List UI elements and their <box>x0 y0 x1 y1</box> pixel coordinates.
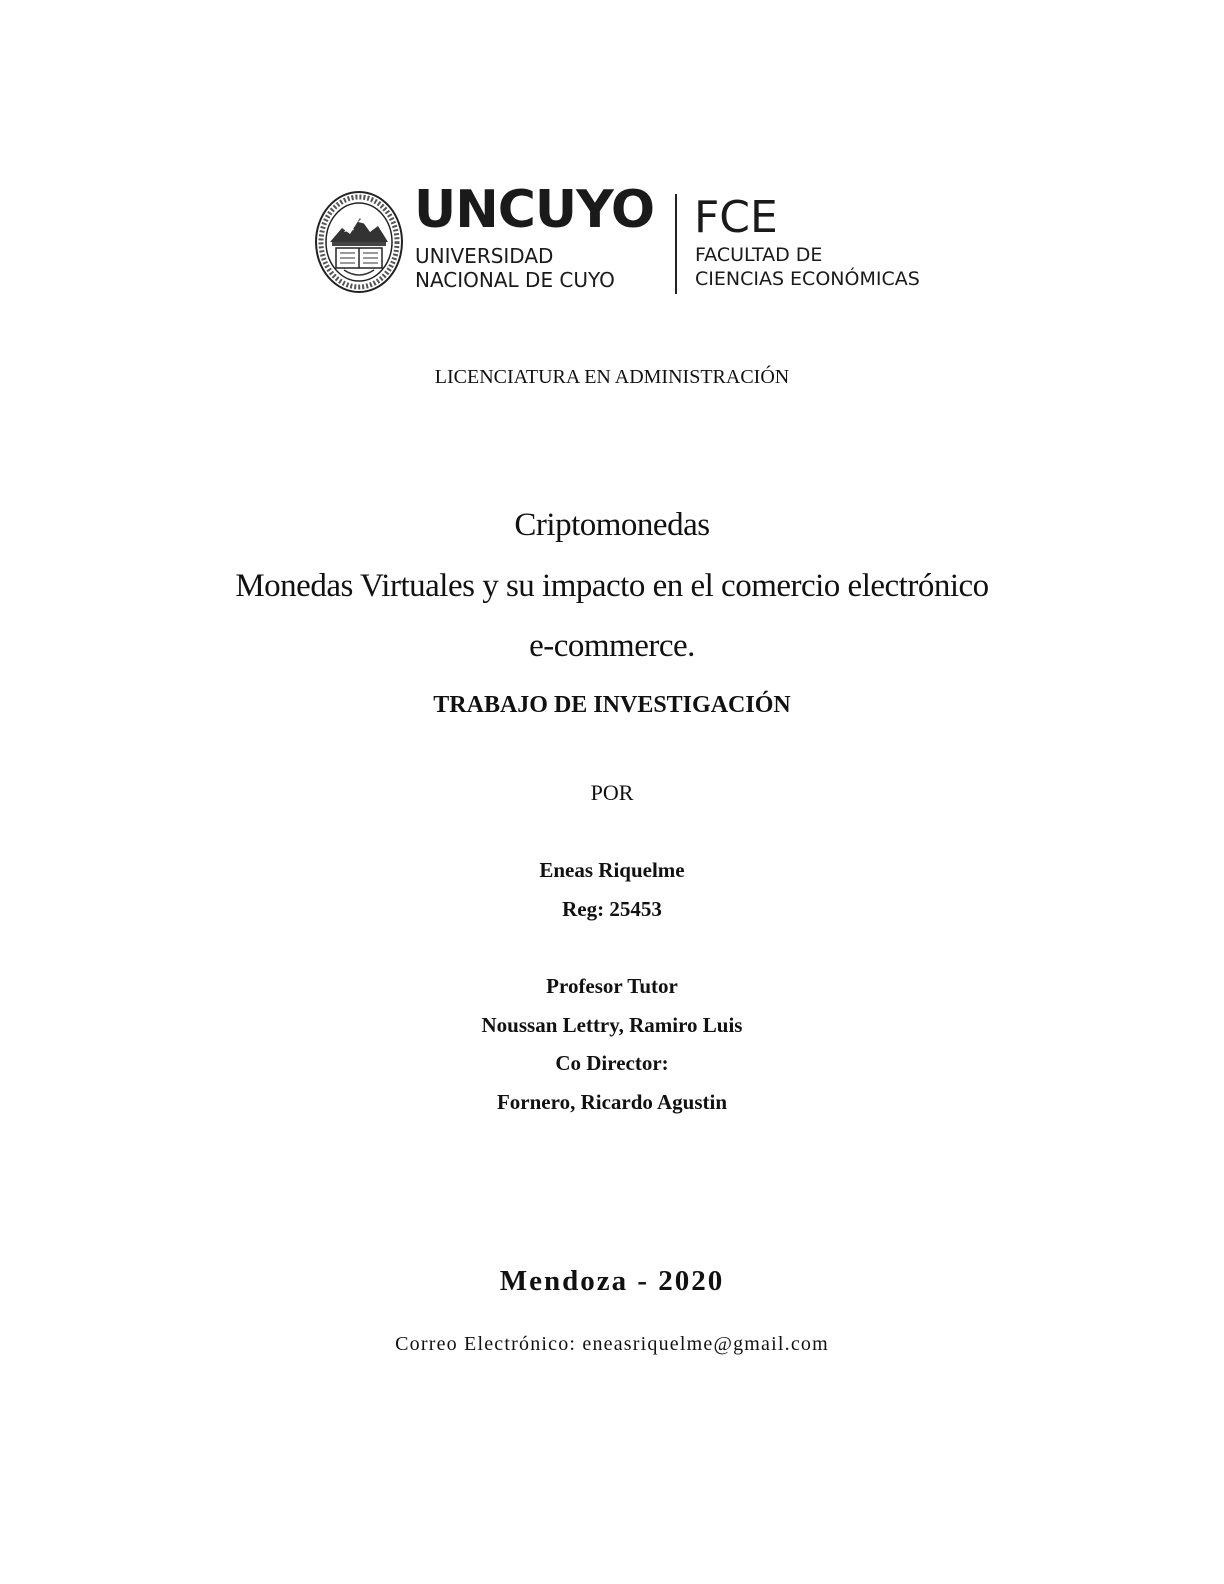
university-seal-icon <box>314 190 404 294</box>
author-registration: Reg: 25453 <box>562 897 662 921</box>
contact-email: Correo Electrónico: eneasriquelme@gmail.com <box>395 1333 829 1355</box>
logo-faculty-line-1: FACULTAD DE <box>695 244 823 266</box>
logo-faculty-line-2: CIENCIAS ECONÓMICAS <box>695 268 920 290</box>
document-title: Criptomonedas <box>514 507 710 543</box>
tutor-name: Noussan Lettry, Ramiro Luis <box>481 1013 743 1037</box>
by-label: POR <box>590 780 634 805</box>
document-subtitle-2: e-commerce. <box>529 628 695 664</box>
author-name: Eneas Riquelme <box>539 858 685 882</box>
logo-brand-text: UNCUYO <box>414 180 655 240</box>
work-type: TRABAJO DE INVESTIGACIÓN <box>433 692 791 718</box>
codirector-label: Co Director: <box>555 1051 669 1075</box>
logo-university-line-2: NACIONAL DE CUYO <box>415 268 615 292</box>
codirector-name: Fornero, Ricardo Agustin <box>496 1090 728 1114</box>
logo-faculty-abbr: FCE <box>694 192 778 243</box>
document-subtitle: Monedas Virtuales y su impacto en el comercio electrónico <box>235 568 989 604</box>
logo-divider <box>675 194 677 294</box>
tutor-label: Profesor Tutor <box>546 974 678 998</box>
logo-university-line-1: UNIVERSIDAD <box>415 244 554 268</box>
city-year: Mendoza - 2020 <box>499 1265 725 1297</box>
institution-logo <box>314 180 964 300</box>
degree-program: LICENCIATURA EN ADMINISTRACIÓN <box>434 366 790 388</box>
